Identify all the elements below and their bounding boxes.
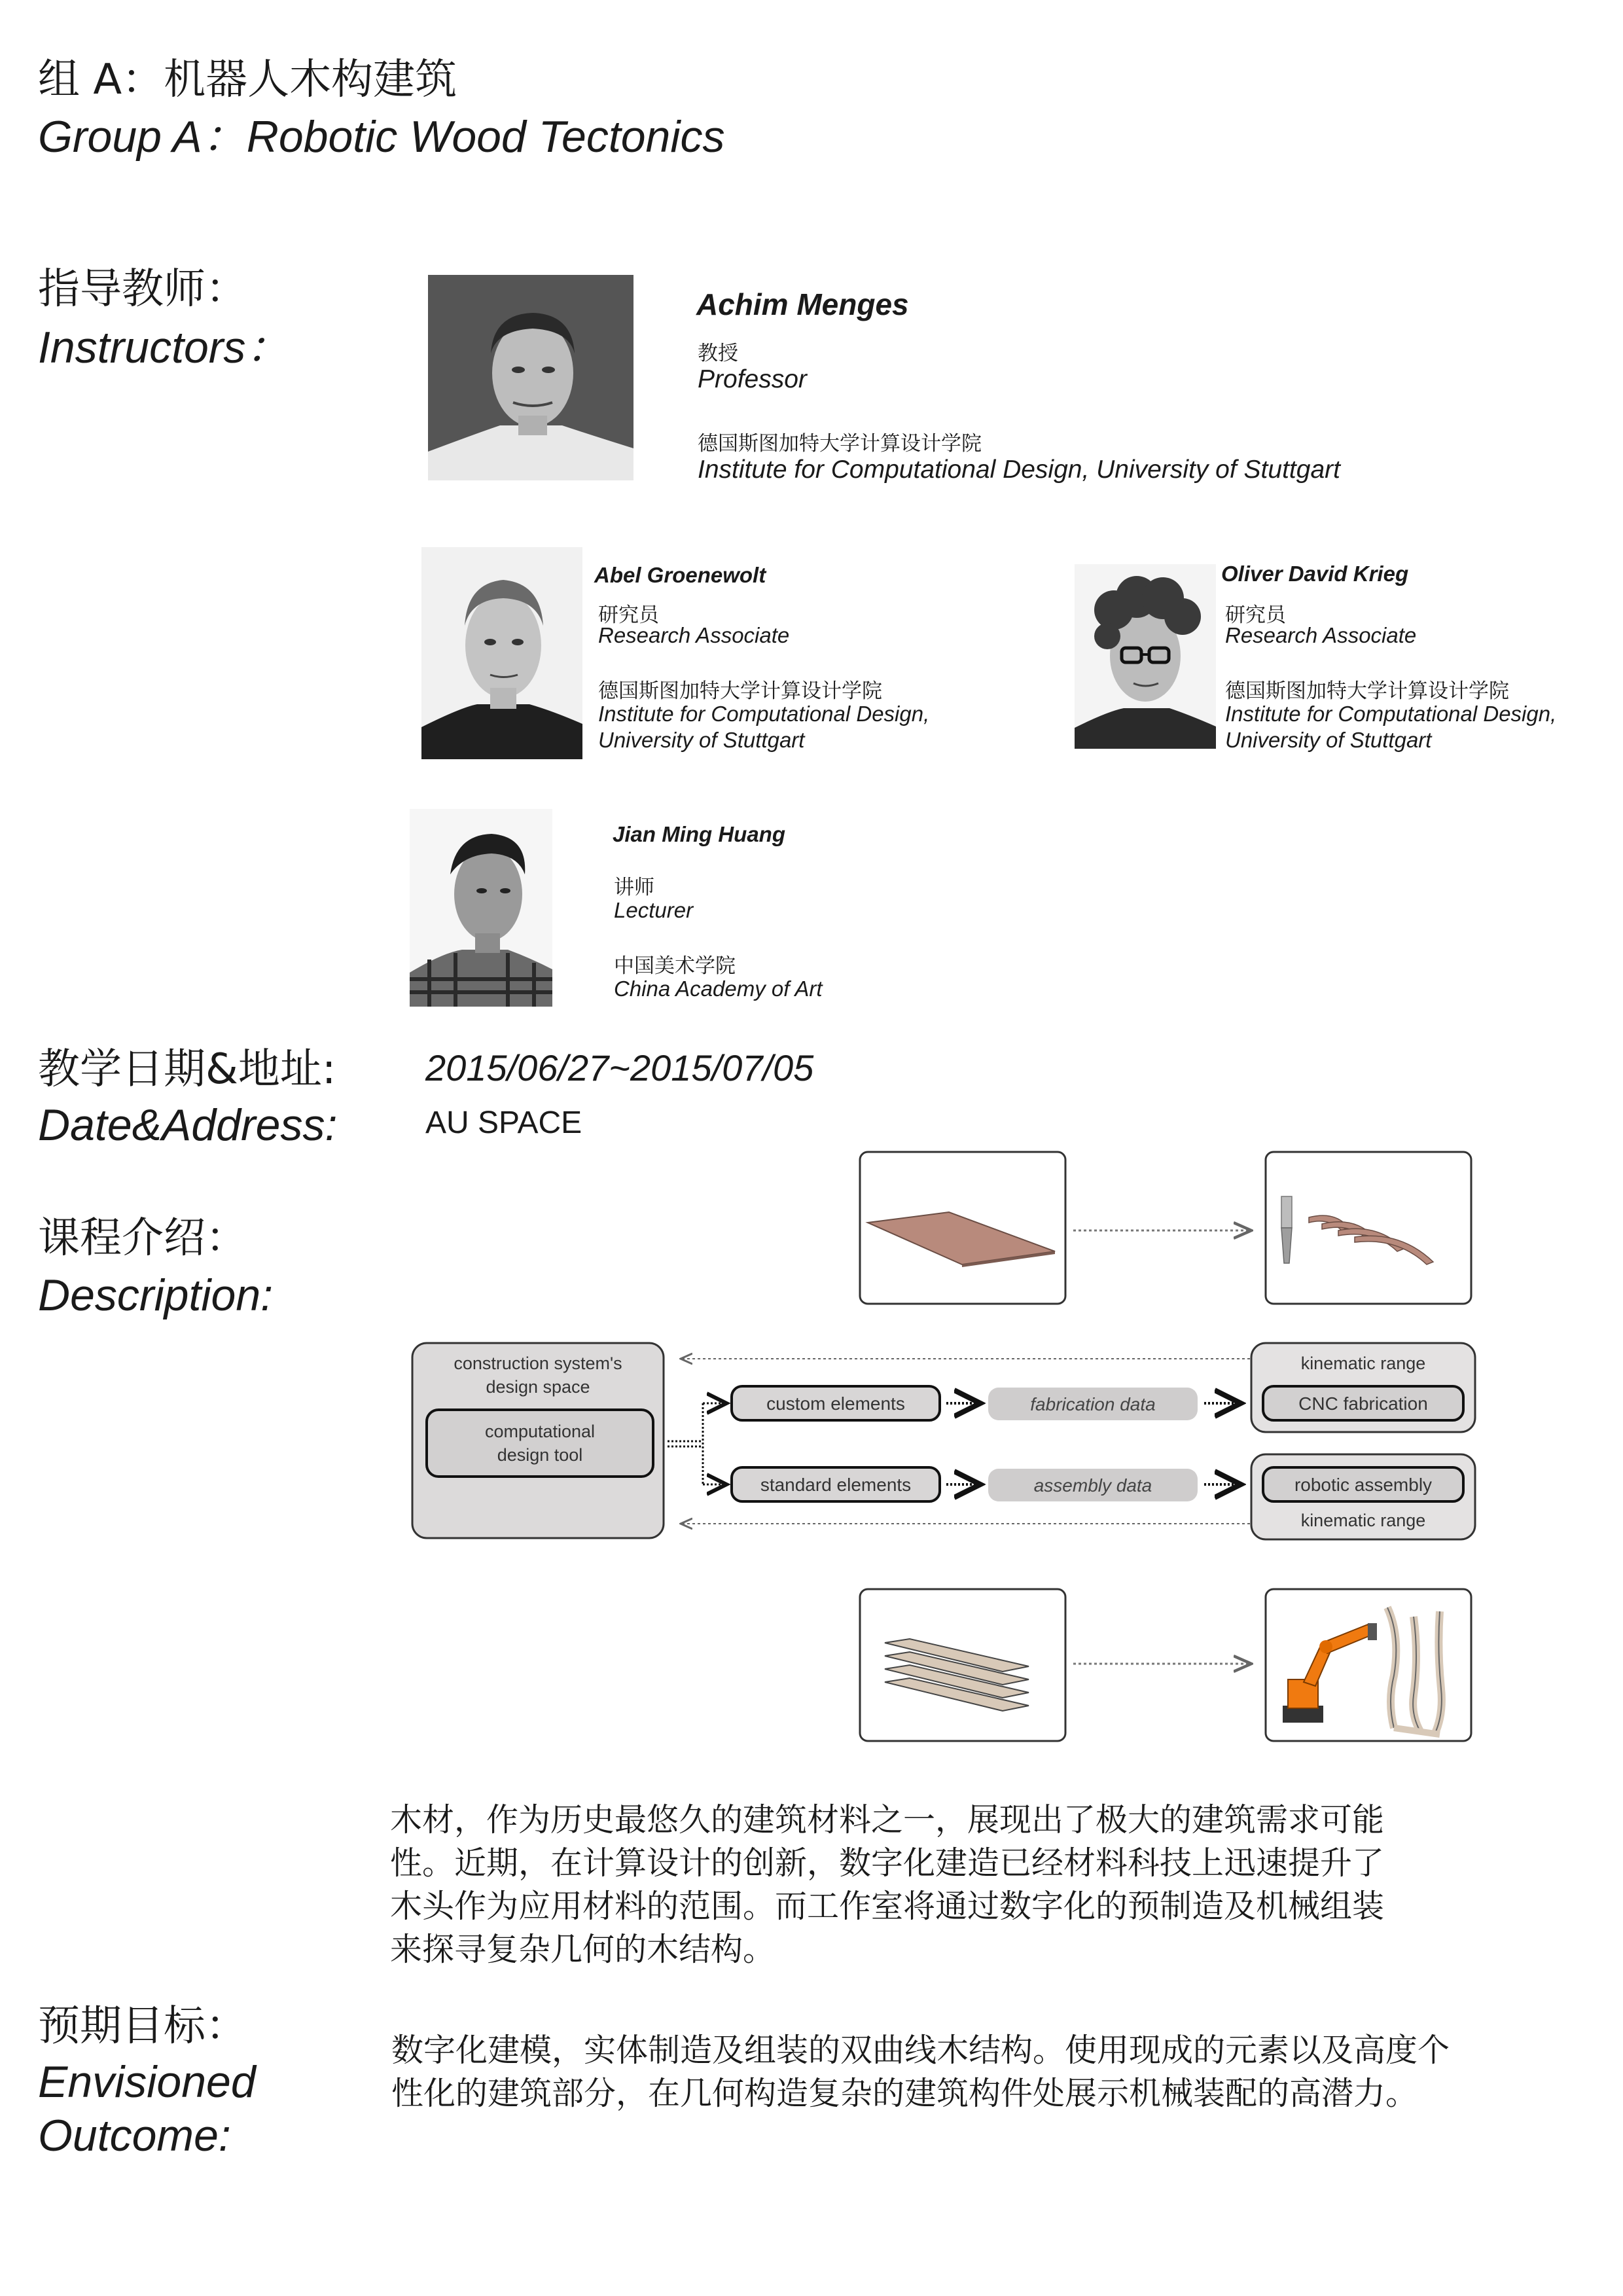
outcome-line-1: 数字化建模，实体制造及组装的双曲线木结构。使用现成的元素以及高度个: [391, 2032, 1450, 2069]
design-tool-box: [427, 1410, 653, 1477]
instructor-name-abel: Abel Groenewolt: [594, 563, 766, 587]
instructor-role-zh-oliver: 研究员: [1225, 603, 1286, 627]
cnc-strips-panel: [1266, 1152, 1471, 1304]
instructor-affil-zh-jian: 中国美术学院: [614, 954, 736, 978]
instructors-label-zh: 指导教师：: [38, 265, 247, 314]
design-tool-text-1: computational: [484, 1422, 596, 1441]
instructor-role-en-abel: Research Associate: [598, 623, 790, 647]
instructor-affil-zh-achim: 德国斯图加特大学计算设计学院: [698, 432, 982, 456]
outcome-label-en-1: Envisioned: [38, 2057, 256, 2107]
description-line-1: 木材，作为历史最悠久的建筑材料之一，展现出了极大的建筑需求可能: [390, 1801, 1385, 1839]
design-tool-text-2: design tool: [497, 1445, 583, 1465]
title-zh: 组 A：机器人木构建筑: [38, 56, 457, 104]
instructor-name-jian: Jian Ming Huang: [613, 822, 785, 846]
portrait-oliver-krieg: [1075, 564, 1216, 749]
instructor-affil-en1-oliver: Institute for Computational Design,: [1225, 702, 1557, 726]
cnc-fabrication-text: CNC fabrication: [1298, 1393, 1428, 1414]
process-diagram: [393, 1139, 1505, 1767]
instructor-role-zh-jian: 讲师: [614, 876, 654, 899]
course-address: AU SPACE: [425, 1105, 582, 1140]
description-line-3: 木头作为应用材料的范围。而工作室将通过数字化的预制造及机械组装: [390, 1888, 1385, 1925]
design-space-text-2: design space: [486, 1377, 590, 1397]
portrait-achim-menges: [428, 275, 633, 480]
instructor-role-zh-abel: 研究员: [598, 603, 659, 627]
portrait-jian-ming-huang: [410, 809, 552, 1007]
instructor-affil-zh-oliver: 德国斯图加特大学计算设计学院: [1225, 679, 1509, 703]
description-label-zh: 课程介绍：: [38, 1214, 247, 1263]
description-line-2: 性。近期，在计算设计的创新，数字化建造已经材料科技上迅速提升了: [390, 1844, 1385, 1882]
instructor-affil-en-achim: Institute for Computational Design, University of Stuttgart: [698, 456, 1340, 484]
date-label-zh: 教学日期&地址:: [38, 1045, 336, 1094]
instructor-affil-en2-abel: University of Stuttgart: [598, 728, 805, 752]
outcome-paragraph: [391, 2029, 1569, 2115]
instructor-role-en-jian: Lecturer: [614, 898, 694, 922]
outcome-line-2: 性化的建筑部分，在几何构造复杂的建筑构件处展示机械装配的高潜力。: [391, 2075, 1418, 2112]
custom-elements-text: custom elements: [766, 1393, 905, 1414]
assembly-data-text: assembly data: [1033, 1475, 1152, 1496]
fabrication-data-text: fabrication data: [1030, 1394, 1156, 1414]
description-line-4: 来探寻复杂几何的木结构。: [390, 1931, 776, 1968]
description-paragraph: [390, 1799, 1555, 1971]
kinematic-range-bottom-text: kinematic range: [1300, 1511, 1426, 1530]
instructor-name-achim: Achim Menges: [696, 287, 909, 321]
title-en: Group A：Robotic Wood Tectonics: [38, 112, 725, 162]
instructor-name-oliver: Oliver David Krieg: [1221, 562, 1409, 586]
stacked-boards-panel: [860, 1589, 1065, 1741]
description-label-en: Description:: [38, 1270, 274, 1320]
kinematic-range-top-text: kinematic range: [1300, 1354, 1426, 1373]
instructor-affil-en2-oliver: University of Stuttgart: [1225, 728, 1432, 752]
instructor-role-en-oliver: Research Associate: [1225, 623, 1417, 647]
plywood-sheet-panel: [860, 1152, 1065, 1304]
instructor-affil-zh-abel: 德国斯图加特大学计算设计学院: [598, 679, 882, 703]
robotic-assembly-text: robotic assembly: [1294, 1475, 1433, 1495]
portrait-abel-groenewolt: [421, 547, 582, 759]
instructors-label-en: Instructors：: [38, 323, 291, 372]
instructor-role-zh-achim: 教授: [698, 342, 738, 365]
instructor-affil-en-jian: China Academy of Art: [614, 977, 823, 1001]
outcome-label-zh: 预期目标：: [38, 2002, 247, 2051]
course-date: 2015/06/27~2015/07/05: [425, 1047, 814, 1088]
standard-elements-text: standard elements: [760, 1475, 912, 1495]
date-label-en: Date&Address:: [38, 1100, 338, 1150]
instructor-role-en-achim: Professor: [698, 365, 807, 393]
outcome-label-en-2: Outcome:: [38, 2111, 231, 2161]
robot-assembly-panel: [1266, 1589, 1471, 1741]
design-space-text-1: construction system's: [454, 1354, 622, 1373]
instructor-affil-en1-abel: Institute for Computational Design,: [598, 702, 930, 726]
